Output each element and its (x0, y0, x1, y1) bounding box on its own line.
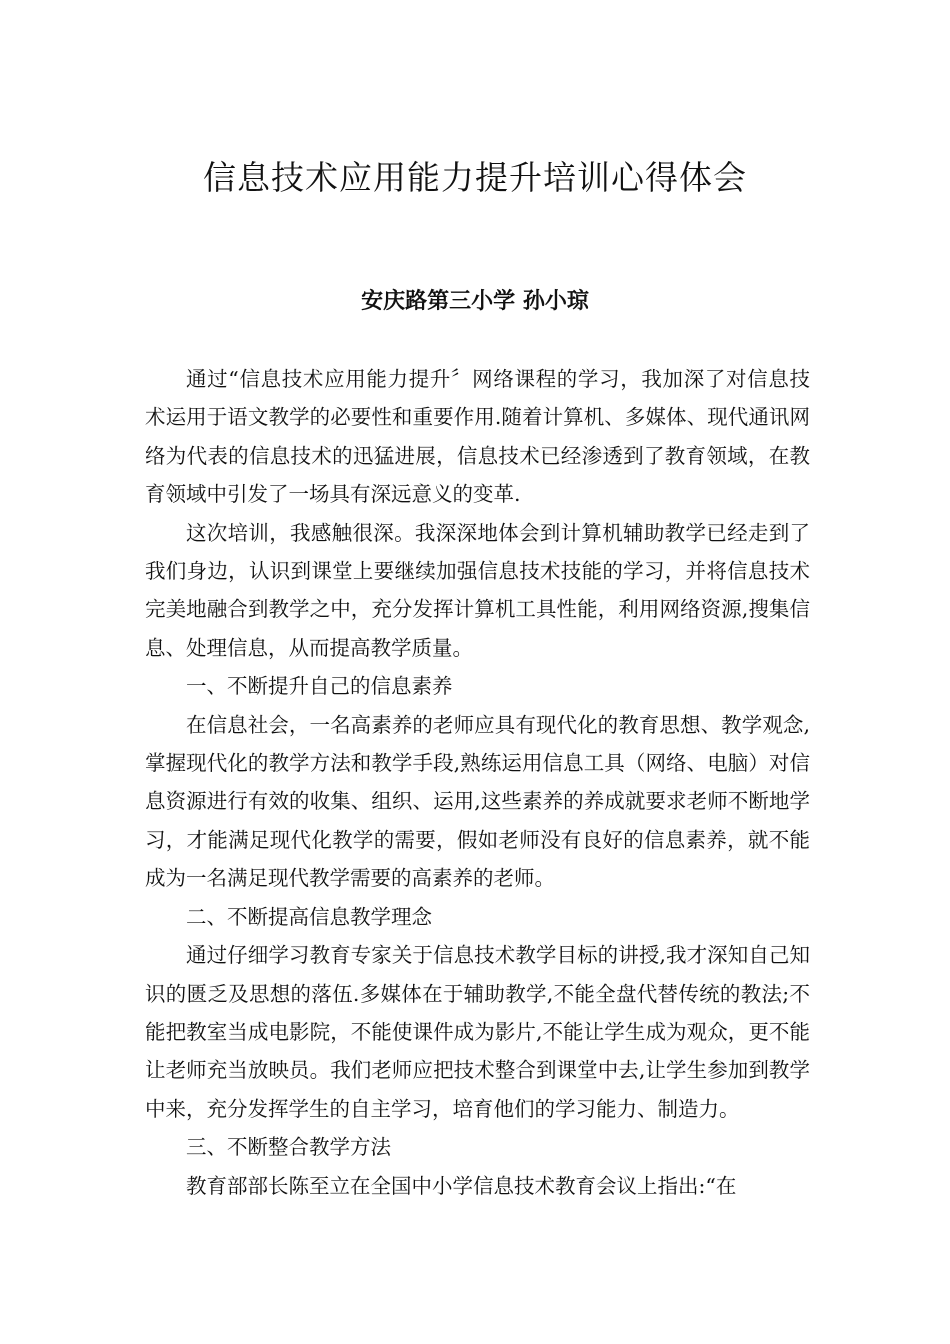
paragraph-intro: 通过“信息技术应用能力提升〞网络课程的学习，我加深了对信息技术运用于语文教学的必要性和重要作用.随着计算机、多媒体、现代通讯网络为代表的信息技术的迅猛进展，信息技术已经渗透到了教育领域，在教育领域中引发了一场具有深远意义的变革. (145, 367, 810, 507)
author-line: 安庆路第三小学 孙小琼 (361, 289, 589, 314)
paragraph-section-3: 教育部部长陈至立在全国中小学信息技术教育会议上指出:“在 (186, 1173, 737, 1198)
section-heading-1: 一、不断提升自己的信息素养 (186, 674, 453, 699)
paragraph-section-2: 通过仔细学习教育专家关于信息技术教学目标的讲授,我才深知自己知识的匮乏及思想的落伍.多媒体在于辅助教学,不能全盘代替传统的教法;不能把教室当成电影院，不能使课件成为影片,不能让学生成为观众，更不能让老师充当放映员。我们老师应把技术整合到课堂中去,让学生参加到教学中来，充分发挥学生的自主学习，培育他们的学习能力、制造力。 (145, 943, 810, 1121)
section-heading-3: 三、不断整合教学方法 (186, 1135, 391, 1160)
document-body (145, 360, 810, 1205)
section-heading-2: 二、不断提高信息教学理念 (186, 904, 432, 929)
document-title: 信息技术应用能力提升培训心得体会 (203, 158, 747, 197)
paragraph-section-1: 在信息社会，一名高素养的老师应具有现代化的教育思想、教学观念,掌握现代化的教学方法和教学手段,熟练运用信息工具（网络、电脑）对信息资源进行有效的收集、组织、运用,这些素养的养成就要求老师不断地学习，才能满足现代化教学的需要，假如老师没有良好的信息素养，就不能成为一名满足现代教学需要的高素养的老师。 (145, 712, 810, 891)
paragraph-training-impression: 这次培训，我感触很深。我深深地体会到计算机辅助教学已经走到了我们身边，认识到课堂上要继续加强信息技术技能的学习，并将信息技术完美地融合到教学之中，充分发挥计算机工具性能，利用网络资源,搜集信息、处理信息，从而提高教学质量。 (145, 520, 810, 660)
